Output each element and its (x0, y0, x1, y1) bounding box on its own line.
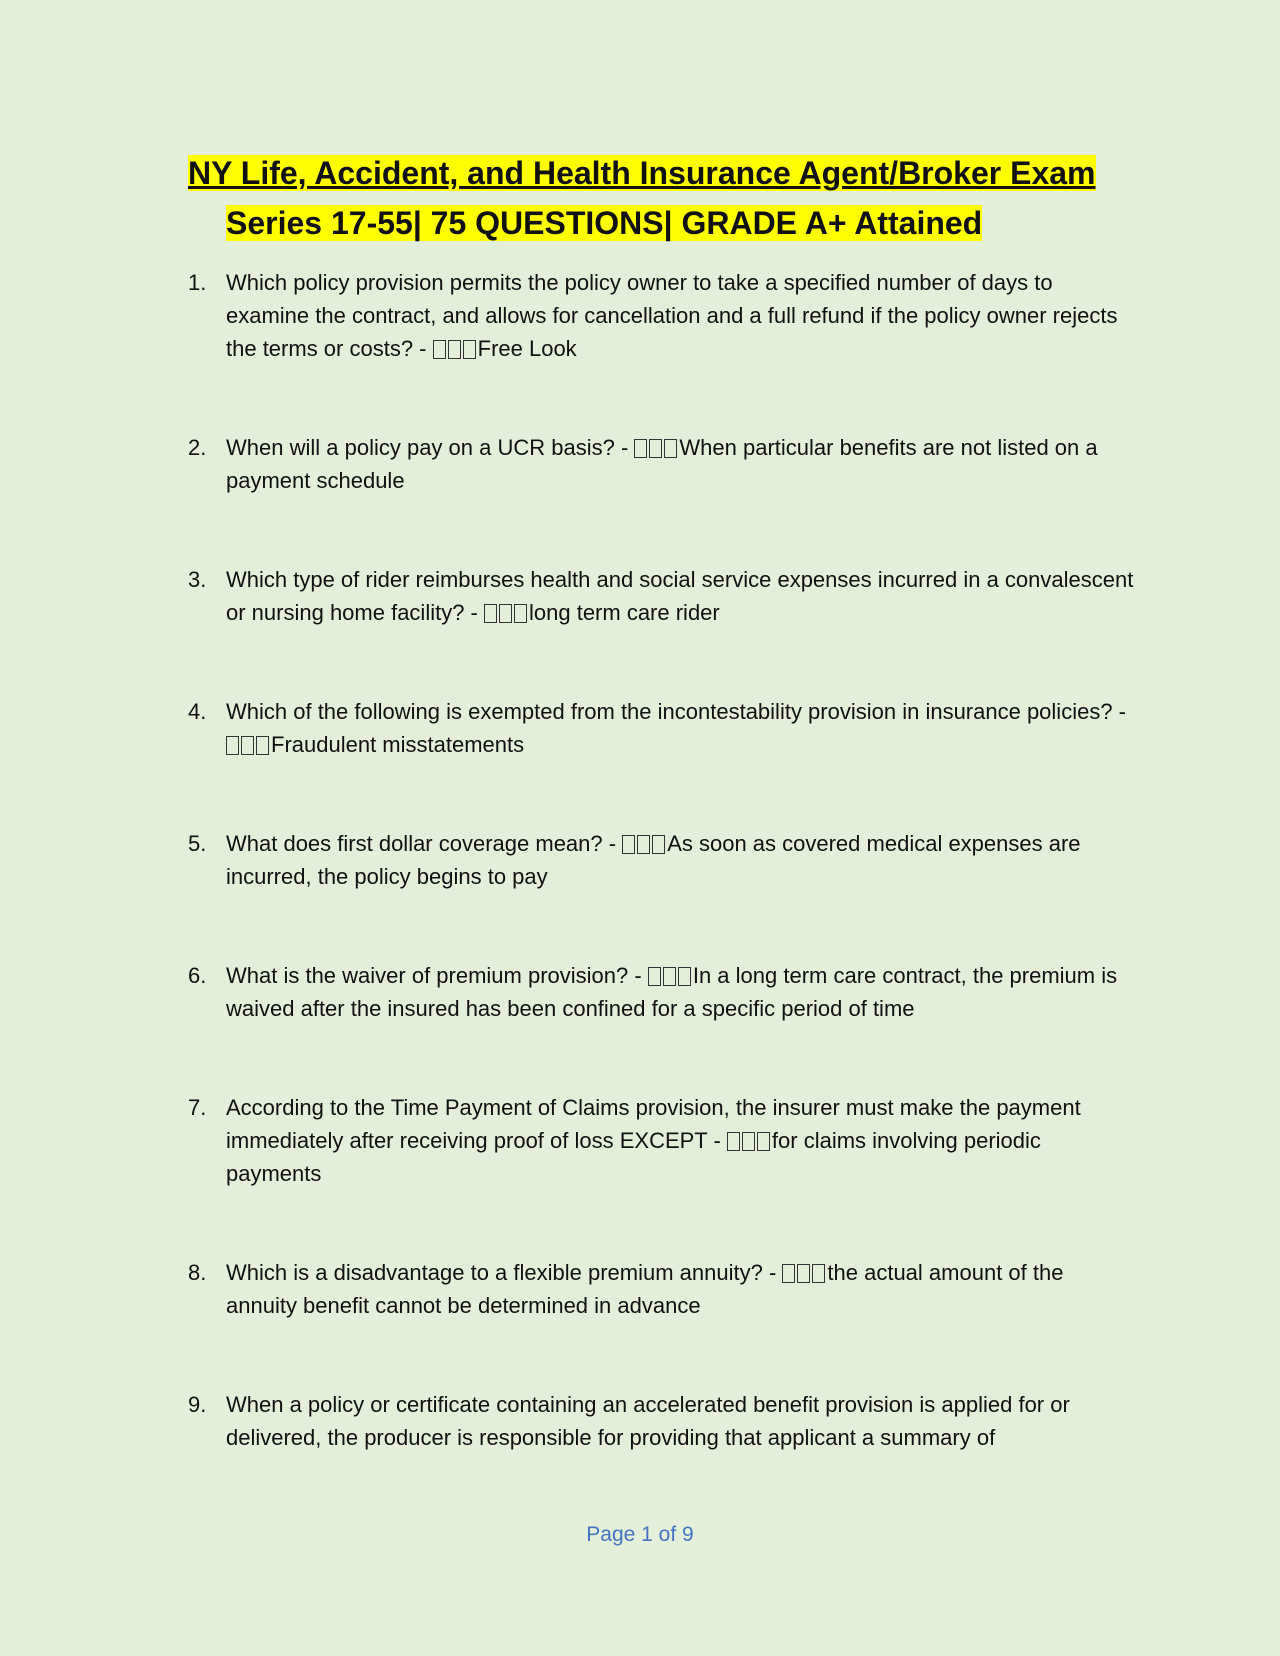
missing-glyph-icon (622, 831, 667, 856)
title-line-1: NY Life, Accident, and Health Insurance Agent/Broker Exam (188, 155, 1096, 191)
missing-glyph-icon (484, 600, 529, 625)
answer-text: Fraudulent misstatements (271, 732, 525, 757)
question-number: 8. (188, 1260, 207, 1285)
title-line-2: Series 17-55| 75 QUESTIONS| GRADE A+ Attained (226, 205, 983, 241)
missing-glyph-icon (433, 336, 478, 361)
question-number: 4. (188, 699, 207, 724)
answer-text: In a long term care contract, the premium is waived after the insured has been confined for a specific period of time (226, 963, 1118, 1021)
question-number: 3. (188, 567, 207, 592)
missing-glyph-icon (226, 732, 271, 757)
question-text: When a policy or certificate containing an accelerated benefit provision is applied for or delivered, the producer is responsible for providing that applicant a summary of (226, 1392, 1070, 1450)
question-item (188, 959, 1138, 1025)
answer-text: the actual amount of the annuity benefit cannot be determined in advance (226, 1260, 1064, 1318)
missing-glyph-icon (727, 1128, 772, 1153)
question-item (188, 431, 1138, 497)
question-text: Which of the following is exempted from the incontestability provision in insurance policies? - (226, 699, 1126, 724)
question-item (188, 1256, 1138, 1322)
answer-text: for claims involving periodic payments (226, 1128, 1041, 1186)
question-item (188, 827, 1138, 893)
question-item (188, 1388, 1138, 1454)
question-text: What does first dollar coverage mean? - (226, 831, 623, 856)
question-item (188, 1091, 1138, 1190)
question-item (188, 563, 1138, 629)
question-text: According to the Time Payment of Claims provision, the insurer must make the payment immediately after receiving proof of loss EXCEPT - (226, 1095, 1081, 1153)
question-text: When will a policy pay on a UCR basis? - (226, 435, 635, 460)
question-number: 9. (188, 1392, 207, 1417)
question-text: What is the waiver of premium provision? - (226, 963, 648, 988)
question-item (188, 695, 1138, 761)
question-number: 2. (188, 435, 207, 460)
question-text: Which type of rider reimburses health and social service expenses incurred in a convalescent or nursing home facility? - (226, 567, 1134, 625)
missing-glyph-icon (634, 435, 679, 460)
missing-glyph-icon (782, 1260, 827, 1285)
question-number: 5. (188, 831, 207, 856)
question-number: 6. (188, 963, 207, 988)
question-item (188, 266, 1138, 365)
answer-text: Free Look (477, 336, 577, 361)
question-text: Which policy provision permits the policy owner to take a specified number of days to examine the contract, and allows for cancellation and a full refund if the policy owner rejects the terms or costs? - (226, 270, 1118, 361)
missing-glyph-icon (648, 963, 693, 988)
answer-text: As soon as covered medical expenses are incurred, the policy begins to pay (226, 831, 1081, 889)
page-number: Page 1 of 9 (586, 1523, 694, 1546)
document-title (188, 148, 1148, 248)
answer-text: long term care rider (529, 600, 720, 625)
answer-text: When particular benefits are not listed on a payment schedule (226, 435, 1098, 493)
question-text: Which is a disadvantage to a flexible premium annuity? - (226, 1260, 783, 1285)
question-number: 1. (188, 270, 207, 295)
question-number: 7. (188, 1095, 207, 1120)
question-list (188, 266, 1138, 1520)
